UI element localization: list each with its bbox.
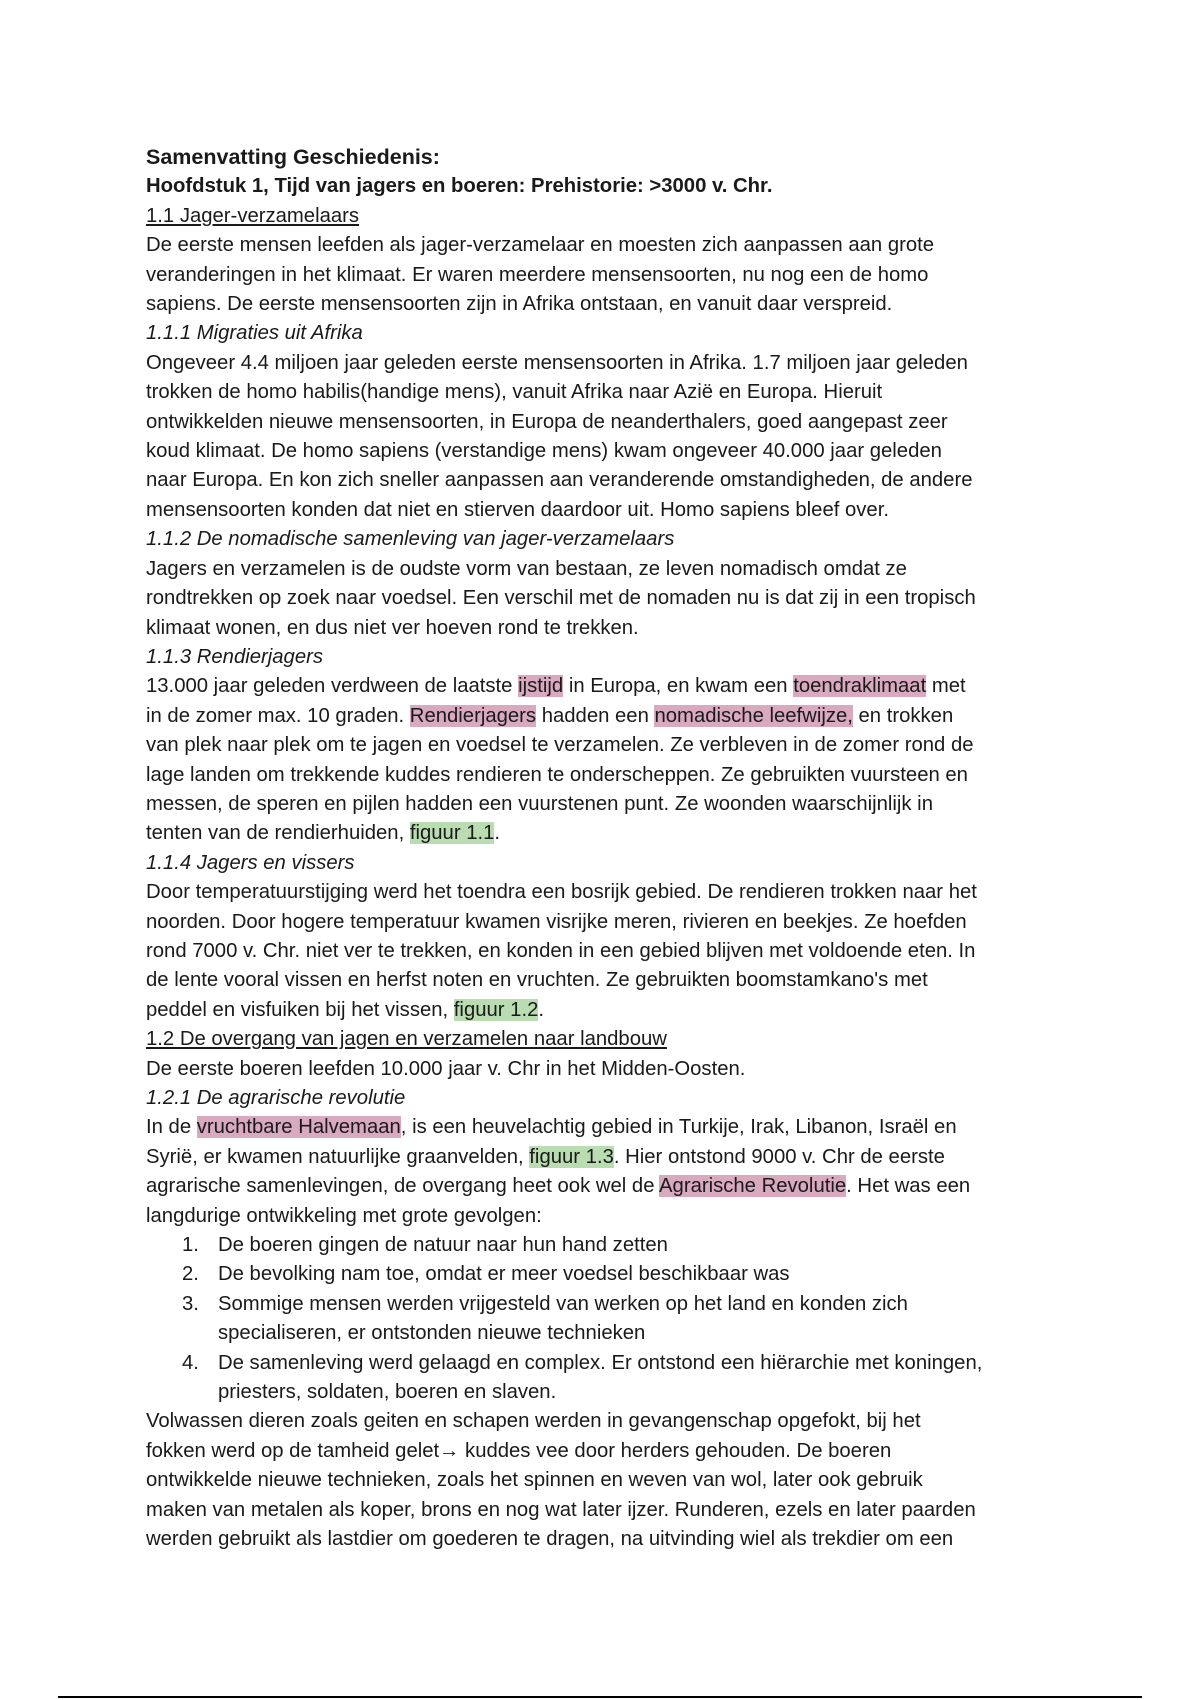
text-run: hadden een bbox=[536, 704, 655, 727]
list-item bbox=[146, 1290, 1066, 1319]
highlight-term: nomadische leefwijze, bbox=[654, 704, 853, 727]
list-text: specialiseren, er ontstonden nieuwe technieken bbox=[218, 1322, 646, 1345]
list-number: 4. bbox=[182, 1351, 199, 1374]
highlight-term: toendraklimaat bbox=[793, 675, 927, 698]
list-item-continuation bbox=[146, 1319, 1066, 1348]
subsection-heading-1-2-1: 1.2.1 De agrarische revolutie bbox=[146, 1087, 406, 1109]
text-run: peddel en visfuiken bij het vissen, bbox=[146, 998, 454, 1021]
paragraph-line: fokken werd op de tamheid gelet→ kuddes vee door herders gehouden. De boeren bbox=[146, 1439, 892, 1462]
paragraph-line bbox=[146, 1143, 1066, 1172]
text-run: , is een heuvelachtig gebied in Turkije, Irak, Libanon, Israël en bbox=[400, 1116, 957, 1139]
paragraph-line: Ongeveer 4.4 miljoen jaar geleden eerste mensensoorten in Afrika. 1.7 miljoen jaar geleden bbox=[146, 351, 968, 374]
list-number: 2. bbox=[182, 1263, 199, 1286]
section-heading-1-1: 1.1 Jager-verzamelaars bbox=[146, 204, 360, 227]
paragraph-line: trokken de homo habilis(handige mens), vanuit Afrika naar Azië en Europa. Hieruit bbox=[146, 381, 883, 404]
list-text: De boeren gingen de natuur naar hun hand zetten bbox=[218, 1234, 668, 1257]
paragraph-line: maken van metalen als koper, brons en nog wat later ijzer. Runderen, ezels en later paarden bbox=[146, 1498, 976, 1521]
list-item bbox=[146, 1231, 1066, 1260]
text-run: 13.000 jaar geleden verdween de laatste bbox=[146, 675, 519, 698]
section-heading-1-2: 1.2 De overgang van jagen en verzamelen naar landbouw bbox=[146, 1028, 667, 1051]
subsection-heading-1-1-3: 1.1.3 Rendierjagers bbox=[146, 645, 324, 668]
paragraph-line: van plek naar plek om te jagen en voedsel te verzamelen. Ze verbleven in de zomer rond de bbox=[146, 734, 974, 757]
list-text: Sommige mensen werden vrijgesteld van werken op het land en konden zich bbox=[218, 1292, 908, 1315]
highlight-term: vruchtbare Halvemaan bbox=[196, 1116, 401, 1139]
text-run: . Hier ontstond 9000 v. Chr de eerste bbox=[613, 1145, 945, 1168]
list-text: priesters, soldaten, boeren en slaven. bbox=[218, 1381, 557, 1404]
figure-reference: figuur 1.1 bbox=[409, 822, 495, 845]
subsection-heading-1-1-4: 1.1.4 Jagers en vissers bbox=[146, 851, 355, 874]
highlight-term: Rendierjagers bbox=[409, 704, 537, 727]
paragraph-line: sapiens. De eerste mensensoorten zijn in Afrika ontstaan, en vanuit daar verspreid. bbox=[146, 293, 893, 316]
paragraph-line bbox=[146, 1113, 1066, 1142]
paragraph-line: Door temperatuurstijging werd het toendra een bosrijk gebied. De rendieren trokken naar het bbox=[146, 881, 977, 904]
text-run: In de bbox=[146, 1116, 197, 1139]
list-number: 1. bbox=[182, 1234, 199, 1257]
text-run: . bbox=[538, 998, 544, 1021]
paragraph-line bbox=[146, 672, 1066, 701]
figure-reference: figuur 1.3 bbox=[529, 1145, 614, 1168]
paragraph-line: noorden. Door hogere temperatuur kwamen visrijke meren, rivieren en beekjes. Ze hoefden bbox=[146, 910, 967, 933]
paragraph-line bbox=[146, 819, 1066, 848]
chapter-heading: Hoofdstuk 1, Tijd van jagers en boeren: Prehistorie: >3000 v. Chr. bbox=[146, 175, 773, 198]
paragraph-line: rondtrekken op zoek naar voedsel. Een verschil met de nomaden nu is dat zij in een tropisch bbox=[146, 587, 976, 610]
paragraph-line bbox=[146, 1172, 1066, 1201]
subsection-heading-1-1-1: 1.1.1 Migraties uit Afrika bbox=[146, 322, 363, 345]
list-item bbox=[146, 1260, 1066, 1289]
document-title: Samenvatting Geschiedenis: bbox=[146, 145, 440, 169]
paragraph-line: messen, de speren en pijlen hadden een vuurstenen punt. Ze woonden waarschijnlijk in bbox=[146, 792, 933, 815]
list-text: De samenleving werd gelaagd en complex. Er ontstond een hiërarchie met koningen, bbox=[218, 1351, 983, 1374]
paragraph-line: veranderingen in het klimaat. Er waren meerdere mensensoorten, nu nog een de homo bbox=[146, 263, 929, 286]
paragraph-line: langdurige ontwikkeling met grote gevolgen: bbox=[146, 1204, 542, 1227]
text-run: met bbox=[926, 675, 966, 698]
list-number: 3. bbox=[182, 1292, 199, 1315]
paragraph-line: werden gebruikt als lastdier om goederen te dragen, na uitvinding wiel als trekdier om een bbox=[146, 1528, 954, 1551]
text-run: agrarische samenlevingen, de overgang heet ook wel de bbox=[146, 1175, 660, 1198]
subsection-heading-1-1-2: 1.1.2 De nomadische samenleving van jager-verzamelaars bbox=[146, 528, 675, 551]
document-page bbox=[146, 143, 1066, 1555]
footer-divider bbox=[58, 1696, 1142, 1698]
paragraph-line: mensensoorten konden dat niet en stierven daardoor uit. Homo sapiens bleef over. bbox=[146, 498, 889, 521]
text-run: en trokken bbox=[852, 704, 954, 727]
list-item-continuation bbox=[146, 1378, 1066, 1407]
highlight-term: ijstijd bbox=[518, 675, 564, 698]
paragraph-line bbox=[146, 702, 1066, 731]
paragraph-line: naar Europa. En kon zich sneller aanpassen aan veranderende omstandigheden, de andere bbox=[146, 469, 973, 492]
text-run: . Het was een bbox=[846, 1175, 971, 1198]
paragraph-line: Volwassen dieren zoals geiten en schapen werden in gevangenschap opgefokt, bij het bbox=[146, 1410, 921, 1433]
list-text: De bevolking nam toe, omdat er meer voedsel beschikbaar was bbox=[218, 1263, 790, 1286]
paragraph-line: koud klimaat. De homo sapiens (verstandige mens) kwam ongeveer 40.000 jaar geleden bbox=[146, 440, 942, 463]
highlight-term: Agrarische Revolutie bbox=[659, 1175, 847, 1198]
paragraph-line: rond 7000 v. Chr. niet ver te trekken, en konden in een gebied blijven met voldoende eten. In bbox=[146, 939, 976, 962]
figure-reference: figuur 1.2 bbox=[453, 998, 539, 1021]
paragraph-line: klimaat wonen, en dus niet ver hoeven rond te trekken. bbox=[146, 616, 639, 639]
paragraph-line: De eerste boeren leefden 10.000 jaar v. Chr in het Midden-Oosten. bbox=[146, 1057, 746, 1080]
text-run: Syrië, er kwamen natuurlijke graanvelden, bbox=[146, 1145, 530, 1168]
paragraph-line: De eerste mensen leefden als jager-verzamelaar en moesten zich aanpassen aan grote bbox=[146, 234, 935, 257]
text-run: tenten van de rendierhuiden, bbox=[146, 822, 410, 845]
paragraph-line: ontwikkelden nieuwe mensensoorten, in Europa de neanderthalers, goed aangepast zeer bbox=[146, 410, 948, 433]
list-item bbox=[146, 1349, 1066, 1378]
paragraph-line: Jagers en verzamelen is de oudste vorm van bestaan, ze leven nomadisch omdat ze bbox=[146, 557, 907, 580]
paragraph-line: ontwikkelde nieuwe technieken, zoals het spinnen en weven van wol, later ook gebruik bbox=[146, 1469, 923, 1492]
paragraph-line: de lente vooral vissen en herfst noten en vruchten. Ze gebruikten boomstamkano's met bbox=[146, 969, 928, 992]
text-run: in Europa, en kwam een bbox=[563, 675, 794, 698]
paragraph-line bbox=[146, 996, 1066, 1025]
text-run: in de zomer max. 10 graden. bbox=[146, 704, 410, 727]
text-run: . bbox=[494, 822, 501, 845]
paragraph-line: lage landen om trekkende kuddes rendieren te onderscheppen. Ze gebruikten vuursteen en bbox=[146, 763, 968, 786]
